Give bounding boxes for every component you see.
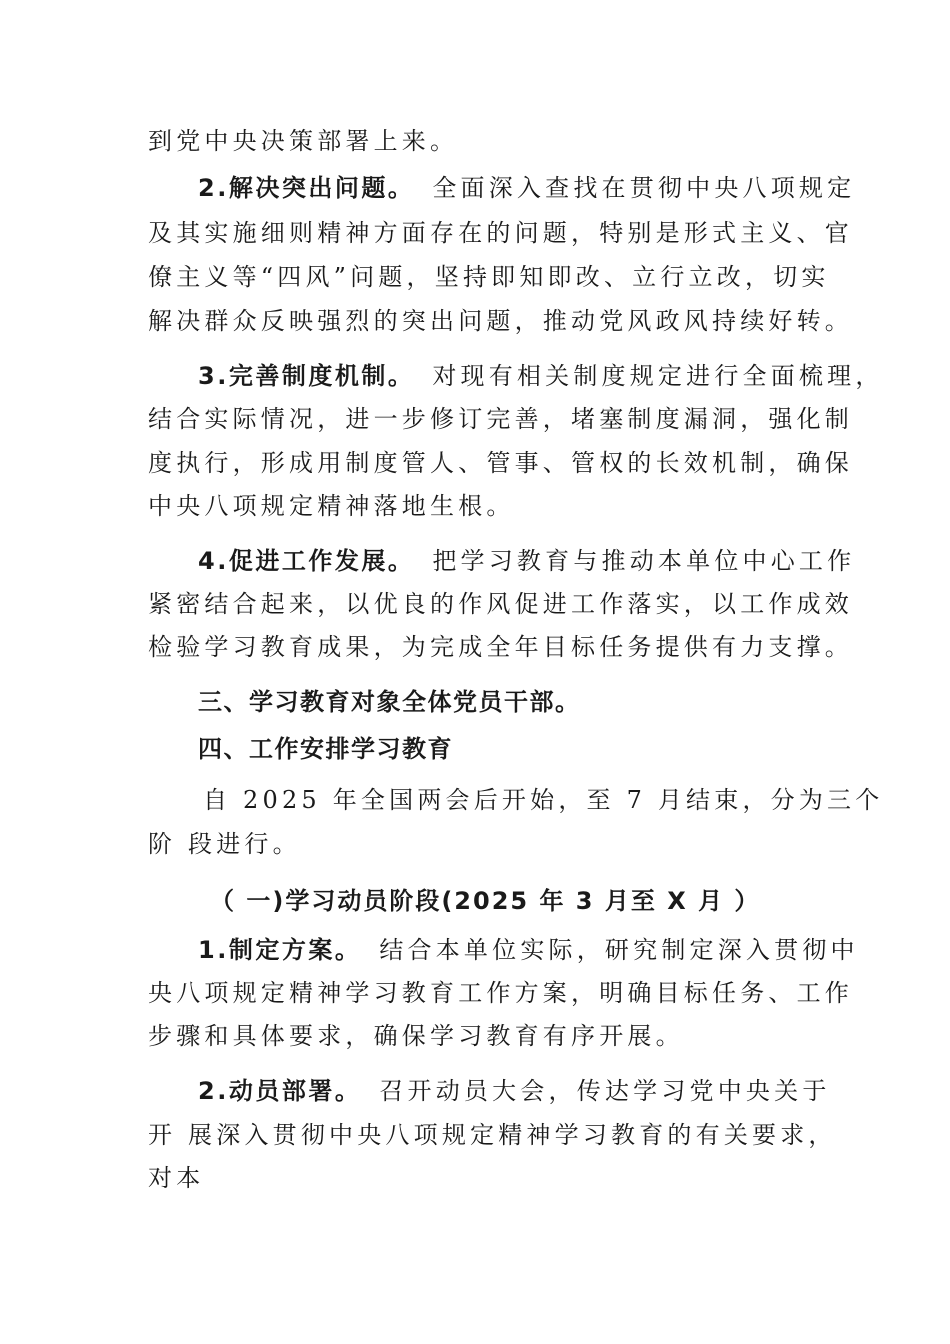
- item-title: 2.解决突出问题。: [198, 174, 415, 202]
- paragraph-line: [198, 1076, 831, 1106]
- paragraph-line: 检验学习教育成果，为完成全年目标任务提供有力支撑。: [148, 633, 853, 661]
- paragraph-line: 开 展深入贯彻中央八项规定精神学习教育的有关要求，: [148, 1121, 837, 1149]
- paragraph-line: [198, 546, 855, 576]
- paragraph-line: 央八项规定精神学习教育工作方案，明确目标任务、工作: [148, 979, 853, 1007]
- paragraph-line: 及其实施细则精神方面存在的问题，特别是形式主义、官: [148, 219, 853, 247]
- paragraph-line: 解决群众反映强烈的突出问题，推动党风政风持续好转。: [148, 307, 853, 335]
- paragraph-line: [198, 935, 859, 965]
- paragraph-line: 度执行，形成用制度管人、管事、管权的长效机制，确保: [148, 449, 853, 477]
- paragraph-line: 僚主义等“四风”问题，坚持即知即改、立行立改，切实: [148, 263, 830, 291]
- paragraph-line: 阶 段进行。: [148, 830, 301, 858]
- item-title: 2.动员部署。: [198, 1077, 362, 1105]
- item-text: 对现有相关制度规定进行全面梳理，: [432, 362, 884, 390]
- paragraph-line: 自 2025 年全国两会后开始，至 7 月结束，分为三个: [203, 786, 884, 814]
- item-title: 3.完善制度机制。: [198, 362, 415, 390]
- paragraph-line: 到党中央决策部署上来。: [148, 127, 459, 155]
- section-heading: 四、工作安排学习教育: [198, 735, 453, 763]
- section-heading: 三、学习教育对象全体党员干部。: [198, 688, 581, 716]
- paragraph-line: [198, 361, 884, 391]
- item-title: 4.促进工作发展。: [198, 547, 415, 575]
- paragraph-line: 对本: [148, 1164, 205, 1192]
- paragraph-line: 紧密结合起来，以优良的作风促进工作落实，以工作成效: [148, 590, 853, 618]
- item-text: 把学习教育与推动本单位中心工作: [432, 547, 856, 575]
- paragraph-line: 结合实际情况，进一步修订完善，堵塞制度漏洞，强化制: [148, 405, 853, 433]
- item-text: 全面深入查找在贯彻中央八项规定: [432, 174, 856, 202]
- item-text: 结合本单位实际，研究制定深入贯彻中: [379, 936, 859, 964]
- item-title: 1.制定方案。: [198, 936, 362, 964]
- paragraph-line: [198, 173, 855, 203]
- sub-heading: （ 一)学习动员阶段(2025 年 3 月至 X 月 ）: [210, 887, 761, 915]
- paragraph-line: 中央八项规定精神落地生根。: [148, 492, 515, 520]
- item-text: 召开动员大会，传达学习党中央关于: [379, 1077, 831, 1105]
- paragraph-line: 步骤和具体要求，确保学习教育有序开展。: [148, 1022, 684, 1050]
